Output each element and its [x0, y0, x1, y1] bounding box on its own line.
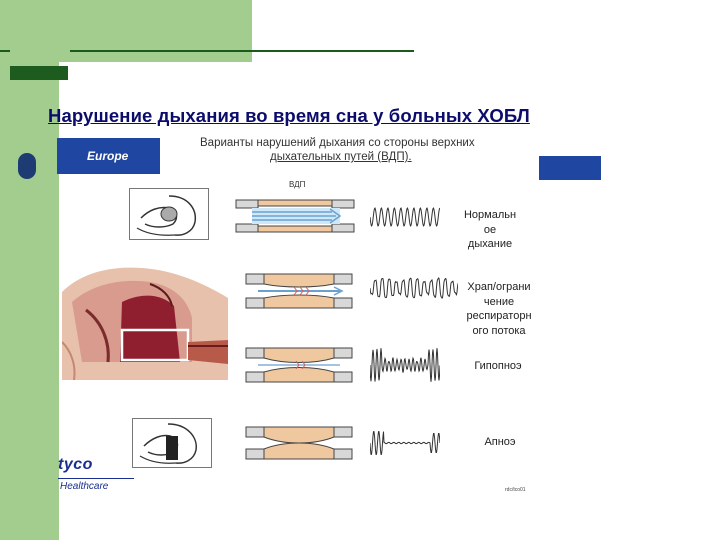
label-snoring	[456, 280, 542, 338]
airway-label: ВДП	[289, 180, 306, 189]
decor-rule	[0, 50, 10, 52]
head-profile-image	[129, 188, 209, 240]
label-line: Гипопноэ	[474, 360, 522, 372]
decor-rule	[70, 50, 414, 52]
airway-tube-normal	[234, 196, 356, 236]
subtitle-line-1: Варианты нарушений дыхания со стороны верхних	[200, 137, 475, 149]
label-line: Храп/ограни	[467, 281, 531, 293]
label-normal	[455, 208, 525, 252]
waveform-snoring	[370, 274, 458, 302]
bullet-marker	[18, 153, 36, 179]
head-profile-image	[132, 418, 212, 468]
logo-divider	[58, 478, 134, 479]
label-line: чение	[483, 295, 515, 308]
label-line: респираторн	[466, 310, 532, 322]
waveform-normal	[370, 203, 440, 231]
airway-tube-limited	[244, 272, 354, 310]
label-line: Нормальн	[463, 209, 517, 221]
footnote: rdc/tco01	[505, 487, 526, 493]
europe-banner	[57, 138, 160, 174]
airway-anatomy-image	[62, 262, 230, 380]
tyco-logo: tyco	[58, 456, 93, 473]
decor-dark-tab	[10, 66, 68, 80]
subtitle-line-2: дыхательных путей (ВДП).	[270, 151, 412, 163]
europe-label: Europe	[87, 149, 129, 163]
healthcare-logo: Healthcare	[60, 481, 109, 492]
airway-tube-hypopnea	[244, 346, 354, 384]
airway-tube-apnea	[244, 423, 354, 463]
slide-title: Нарушение дыхания во время сна у больных ХОБЛ	[48, 105, 530, 126]
waveform-hypopnea	[370, 344, 440, 386]
label-line: ое	[483, 223, 497, 236]
label-hypopnea	[463, 359, 533, 374]
banner-block-right	[539, 156, 601, 180]
label-line: ого потока	[472, 324, 526, 337]
decor-green-strip	[0, 62, 59, 540]
waveform-apnea	[370, 425, 440, 461]
decor-green-block	[0, 0, 252, 62]
label-line: Апноэ	[484, 436, 516, 448]
label-line: дыхание	[467, 238, 513, 250]
label-apnea	[470, 435, 530, 450]
